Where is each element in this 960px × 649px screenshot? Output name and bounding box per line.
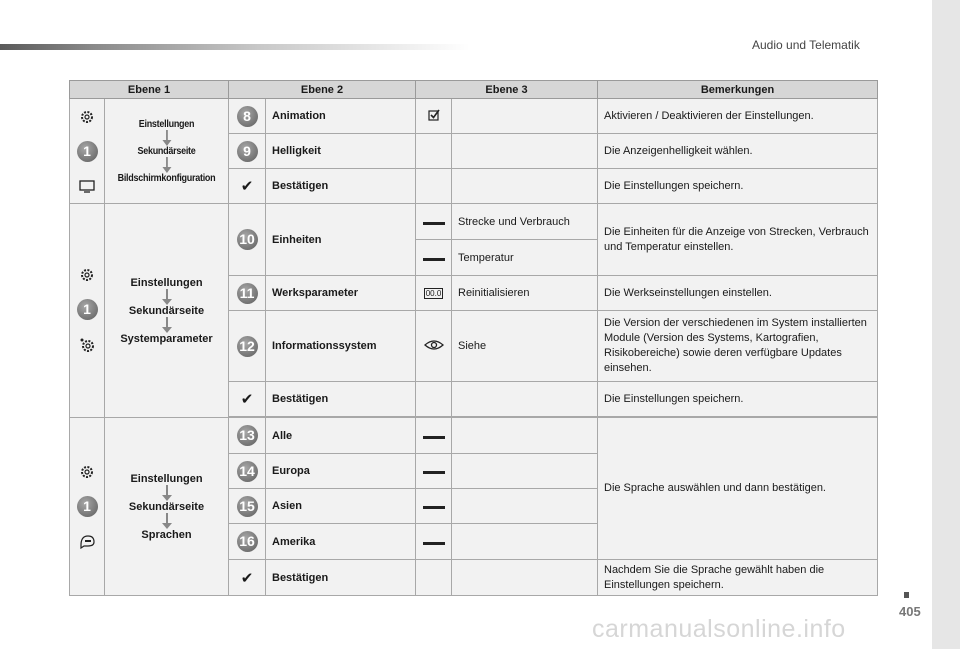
setting-name: Europa	[266, 454, 416, 489]
group2-icons	[70, 204, 105, 418]
remark: Nachdem Sie die Sprache gewählt haben die Einstellungen speichern.	[598, 560, 878, 596]
watermark: carmanualsonline.info	[592, 615, 846, 643]
table-row	[70, 418, 878, 454]
ebene1-label: Systemparameter	[120, 332, 213, 345]
header-ebene1: Ebene 1	[70, 81, 229, 99]
bar-icon	[416, 240, 452, 276]
row-number: 11	[229, 276, 266, 311]
row-number: 12	[229, 311, 266, 382]
ebene1-label: Bildschirmkonfiguration	[117, 172, 216, 184]
arrow-down-icon	[162, 513, 172, 529]
row-number: 16	[229, 524, 266, 560]
bar-icon	[416, 418, 452, 454]
row-number: 9	[229, 134, 266, 169]
arrow-down-icon	[162, 157, 171, 173]
number-badge-1: 1	[77, 496, 98, 517]
section-title: Audio und Telematik	[752, 38, 860, 52]
number-badge-1: 1	[77, 299, 98, 320]
header-ebene2: Ebene 2	[229, 81, 416, 99]
settings-table	[69, 80, 878, 596]
setting-name: Bestätigen	[266, 169, 416, 204]
ebene1-label: Sekundärseite	[128, 304, 205, 317]
ebene3-icon-cell	[416, 134, 452, 169]
setting-name: Alle	[266, 418, 416, 454]
page-number: 405	[899, 604, 921, 619]
eye-icon	[416, 311, 452, 382]
group1-icons	[70, 99, 105, 204]
setting-name: Animation	[266, 99, 416, 134]
checkmark-icon: ✔	[229, 169, 266, 204]
group1-ebene1	[105, 99, 229, 204]
ebene3-option: Reinitialisieren	[452, 276, 598, 311]
checkbox-icon	[416, 99, 452, 134]
header-gradient-bar	[0, 44, 470, 50]
remark: Die Werkseinstellungen einstellen.	[598, 276, 878, 311]
remark: Die Einheiten für die Anzeige von Strecken, Verbrauch und Temperatur einstellen.	[598, 204, 878, 276]
checkmark-icon: ✔	[229, 382, 266, 417]
table-header-row	[70, 81, 878, 99]
gear-icon	[79, 464, 95, 480]
shared-remark: Die Sprache auswählen und dann bestätigen.	[598, 418, 878, 560]
ebene1-label: Einstellungen	[130, 472, 203, 485]
setting-name: Amerika	[266, 524, 416, 560]
arrow-down-icon	[162, 130, 171, 146]
language-icon	[78, 533, 96, 549]
setting-name: Einheiten	[266, 204, 416, 276]
row-number: 8	[229, 99, 266, 134]
row-number: 14	[229, 454, 266, 489]
ebene3-cell	[452, 99, 598, 134]
row-number: 13	[229, 418, 266, 454]
header-ebene3: Ebene 3	[416, 81, 598, 99]
row-number: 15	[229, 489, 266, 524]
remark: Die Einstellungen speichern.	[598, 169, 878, 204]
bar-icon	[416, 489, 452, 524]
gear-icon	[79, 109, 95, 125]
ebene1-label: Sprachen	[141, 528, 192, 541]
setting-name: Werksparameter	[266, 276, 416, 311]
group3-icons	[70, 418, 105, 596]
gear-icon	[79, 267, 95, 283]
number-badge-1: 1	[77, 141, 98, 162]
ebene3-option: Temperatur	[452, 240, 598, 276]
remark: Die Version der verschiedenen im System installierten Module (Version des Systems, Kartografien, Risikobereiche) sowie deren verfügbare Updates einsehen.	[598, 311, 878, 382]
setting-name: Informationssystem	[266, 311, 416, 382]
ebene1-label: Einstellungen	[138, 118, 195, 130]
bar-icon	[416, 454, 452, 489]
group2-ebene1	[105, 204, 229, 418]
ebene1-label: Sekundärseite	[137, 145, 196, 157]
reset-counter-icon: 00.0	[416, 276, 452, 311]
header-bemerkungen: Bemerkungen	[598, 81, 878, 99]
setting-name: Helligkeit	[266, 134, 416, 169]
ebene3-option: Strecke und Verbrauch	[452, 204, 598, 240]
row-number: 10	[229, 204, 266, 276]
ebene3-cell	[452, 134, 598, 169]
remark: Die Einstellungen speichern.	[598, 382, 878, 417]
gear-settings-icon	[78, 336, 96, 354]
setting-name: Asien	[266, 489, 416, 524]
screen-icon	[78, 178, 96, 194]
table-row	[70, 99, 878, 134]
setting-name: Bestätigen	[266, 382, 416, 417]
group3-ebene1	[105, 418, 229, 596]
setting-name: Bestätigen	[266, 560, 416, 596]
bar-icon	[416, 204, 452, 240]
bar-icon	[416, 524, 452, 560]
remark: Aktivieren / Deaktivieren der Einstellungen.	[598, 99, 878, 134]
ebene1-label: Sekundärseite	[128, 500, 205, 513]
page-marker	[904, 592, 909, 598]
checkmark-icon: ✔	[229, 560, 266, 596]
side-strip	[932, 0, 960, 649]
ebene3-option: Siehe	[452, 311, 598, 382]
table-row	[70, 204, 878, 240]
arrow-down-icon	[162, 485, 172, 501]
remark: Die Anzeigenhelligkeit wählen.	[598, 134, 878, 169]
arrow-down-icon	[162, 317, 172, 333]
arrow-down-icon	[162, 289, 172, 305]
ebene1-label: Einstellungen	[130, 276, 203, 289]
